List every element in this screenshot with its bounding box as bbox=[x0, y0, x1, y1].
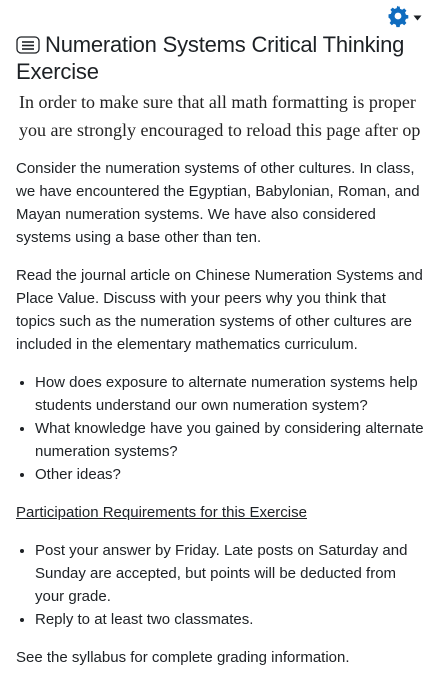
list-item: • What knowledge have you gained by considering alternate numeration systems? bbox=[35, 417, 426, 463]
gear-icon bbox=[386, 4, 410, 28]
settings-menu-button[interactable] bbox=[386, 4, 422, 28]
reading-paragraph: Read the journal article on Chinese Numeration Systems and Place Value. Discuss with your peers why you think that topics such as the numeration systems of other cultures are included in the elementary mathematics curriculum. bbox=[16, 267, 423, 353]
grading-footer: See the syllabus for complete grading information. bbox=[16, 649, 350, 666]
list-item: • Post your answer by Friday. Late posts on Saturday and Sunday are accepted, but points will be deducted from your grade. bbox=[35, 539, 426, 608]
list-item: • Reply to at least two classmates. bbox=[35, 608, 426, 631]
list-item: • Other ideas? bbox=[35, 463, 426, 486]
notice-line: In order to make sure that all math formatting is proper bbox=[19, 92, 416, 112]
caret-down-icon bbox=[413, 15, 422, 21]
requirements-heading: Participation Requirements for this Exercise bbox=[16, 504, 307, 521]
page-header bbox=[16, 31, 426, 85]
forum-icon bbox=[16, 36, 40, 54]
post-content bbox=[16, 157, 426, 684]
page-title-text: Numeration Systems Critical Thinking Exercise bbox=[16, 32, 405, 84]
intro-paragraph: Consider the numeration systems of other cultures. In class, we have encountered the Egyptian, Babylonian, Roman, and Mayan numeration systems. We have also considered systems using a base other than ten. bbox=[16, 160, 420, 246]
requirements-list bbox=[16, 539, 426, 631]
math-format-notice bbox=[19, 88, 443, 144]
notice-line: you are strongly encouraged to reload this page after op bbox=[19, 120, 421, 140]
discussion-questions-list bbox=[16, 371, 426, 486]
list-item: • How does exposure to alternate numeration systems help students understand our own numeration system? bbox=[35, 371, 426, 417]
page-title bbox=[16, 31, 426, 85]
